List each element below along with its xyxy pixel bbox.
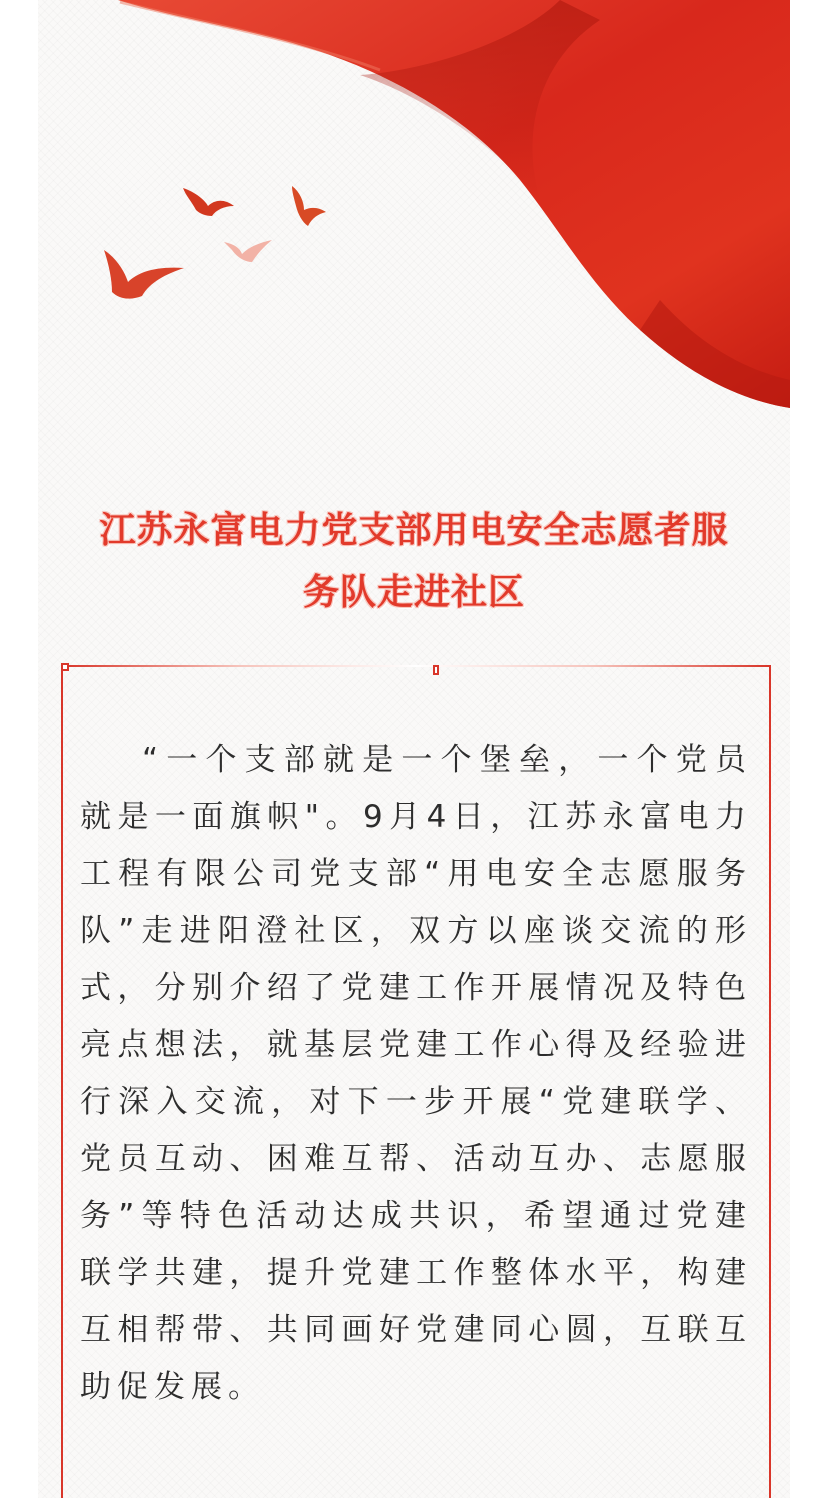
- doves-illustration: [0, 0, 400, 320]
- article-title-line-2: 务队走进社区: [302, 572, 525, 613]
- dove-icon: [183, 188, 234, 216]
- frame-center-marker: [433, 665, 439, 675]
- dove-icon: [104, 250, 184, 299]
- frame-corner-marker: [61, 663, 69, 671]
- frame-top-border: [63, 665, 769, 671]
- dove-icon: [224, 240, 272, 262]
- article-title: [40, 500, 788, 624]
- dove-icon: [292, 186, 326, 226]
- article-title-line-1: 江苏永富电力党支部用电安全志愿者服: [99, 510, 729, 551]
- article-body: “一个支部就是一个堡垒，一个党员就是一面旗帜"。9月4日，江苏永富电力工程有限公司党支部“用电安全志愿服务队”走进阳澄社区，双方以座谈交流的形式，分别介绍了党建工作开展情况及特色亮点想法，就基层党建工作心得及经验进行深入交流，对下一步开展“党建联学、党员互动、困难互帮、活动互办、志愿服务”等特色活动达成共识，希望通过党建联学共建，提升党建工作整体水平，构建互相帮带、共同画好党建同心圆，互联互助促发展。: [80, 742, 752, 1405]
